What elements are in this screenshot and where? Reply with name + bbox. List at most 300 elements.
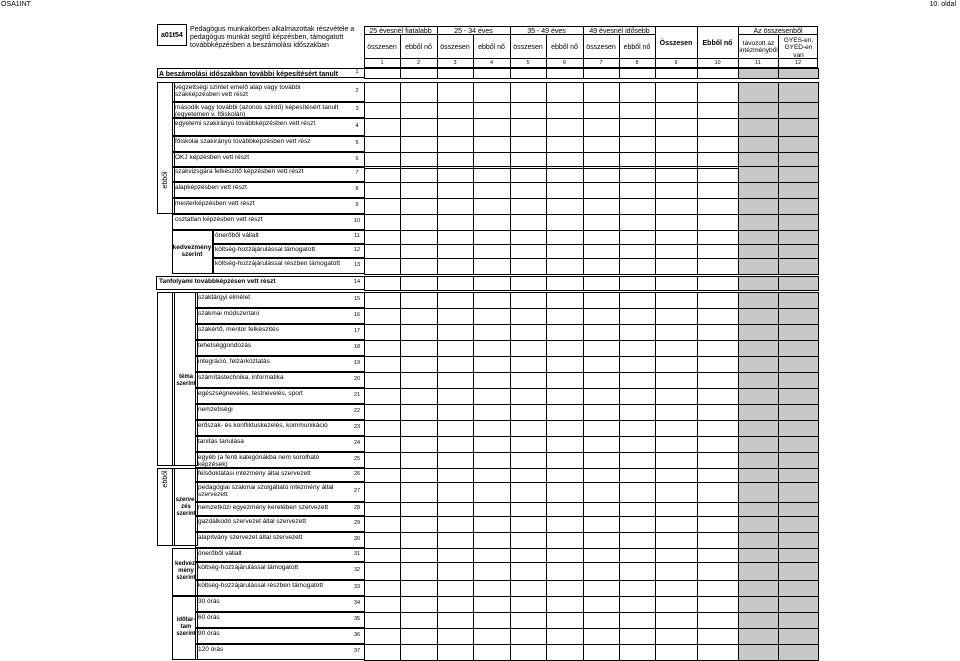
data-cell[interactable] — [546, 372, 584, 389]
data-cell[interactable] — [619, 276, 656, 291]
data-cell[interactable] — [510, 452, 547, 469]
data-cell[interactable] — [583, 182, 620, 199]
data-cell[interactable] — [738, 372, 779, 389]
data-cell[interactable] — [583, 628, 620, 645]
data-cell[interactable] — [619, 118, 656, 137]
data-cell[interactable] — [655, 580, 698, 597]
data-cell[interactable] — [655, 198, 698, 215]
data-cell[interactable] — [364, 502, 401, 517]
data-cell[interactable] — [738, 258, 779, 275]
data-cell[interactable] — [778, 356, 819, 373]
data-cell[interactable] — [697, 482, 739, 503]
data-cell[interactable] — [619, 244, 656, 259]
data-cell[interactable] — [778, 102, 819, 119]
data-cell[interactable] — [473, 356, 511, 373]
data-cell[interactable] — [738, 404, 779, 421]
data-cell[interactable] — [400, 404, 438, 421]
data-cell[interactable] — [697, 118, 739, 137]
data-cell[interactable] — [364, 562, 401, 581]
data-cell[interactable] — [546, 356, 584, 373]
data-cell[interactable] — [738, 182, 779, 199]
data-cell[interactable] — [655, 562, 698, 581]
data-cell[interactable] — [400, 612, 438, 629]
data-cell[interactable] — [697, 230, 739, 245]
data-cell[interactable] — [437, 230, 474, 245]
data-cell[interactable] — [619, 102, 656, 119]
data-cell[interactable] — [778, 214, 819, 231]
data-cell[interactable] — [510, 548, 547, 563]
data-cell[interactable] — [697, 276, 739, 291]
data-cell[interactable] — [437, 118, 474, 137]
data-cell[interactable] — [473, 182, 511, 199]
data-cell[interactable] — [510, 516, 547, 533]
data-cell[interactable] — [738, 214, 779, 231]
data-cell[interactable] — [510, 244, 547, 259]
data-cell[interactable] — [473, 166, 511, 183]
data-cell[interactable] — [510, 276, 547, 291]
data-cell[interactable] — [655, 596, 698, 613]
data-cell[interactable] — [364, 628, 401, 645]
data-cell[interactable] — [546, 166, 584, 183]
data-cell[interactable] — [473, 404, 511, 421]
data-cell[interactable] — [473, 230, 511, 245]
data-cell[interactable] — [546, 198, 584, 215]
data-cell[interactable] — [473, 340, 511, 357]
data-cell[interactable] — [655, 340, 698, 357]
data-cell[interactable] — [510, 628, 547, 645]
data-cell[interactable] — [619, 420, 656, 437]
data-cell[interactable] — [738, 628, 779, 645]
data-cell[interactable] — [437, 580, 474, 597]
data-cell[interactable] — [400, 230, 438, 245]
data-cell[interactable] — [738, 82, 779, 103]
data-cell[interactable] — [510, 580, 547, 597]
data-cell[interactable] — [510, 182, 547, 199]
data-cell[interactable] — [400, 502, 438, 517]
data-cell[interactable] — [697, 244, 739, 259]
data-cell[interactable] — [546, 420, 584, 437]
data-cell[interactable] — [473, 420, 511, 437]
data-cell[interactable] — [619, 292, 656, 309]
data-cell[interactable] — [583, 502, 620, 517]
data-cell[interactable] — [437, 198, 474, 215]
data-cell[interactable] — [697, 548, 739, 563]
data-cell[interactable] — [697, 198, 739, 215]
data-cell[interactable] — [546, 214, 584, 231]
data-cell[interactable] — [437, 292, 474, 309]
data-cell[interactable] — [546, 436, 584, 453]
data-cell[interactable] — [778, 580, 819, 597]
data-cell[interactable] — [778, 388, 819, 405]
data-cell[interactable] — [400, 420, 438, 437]
data-cell[interactable] — [546, 482, 584, 503]
data-cell[interactable] — [510, 102, 547, 119]
data-cell[interactable] — [546, 258, 584, 275]
data-cell[interactable] — [583, 436, 620, 453]
data-cell[interactable] — [583, 198, 620, 215]
data-cell[interactable] — [697, 166, 739, 183]
data-cell[interactable] — [655, 182, 698, 199]
data-cell[interactable] — [400, 644, 438, 661]
data-cell[interactable] — [510, 436, 547, 453]
data-cell[interactable] — [619, 230, 656, 245]
data-cell[interactable] — [738, 276, 779, 291]
data-cell[interactable] — [583, 580, 620, 597]
data-cell[interactable] — [619, 452, 656, 469]
data-cell[interactable] — [510, 258, 547, 275]
data-cell[interactable] — [697, 580, 739, 597]
data-cell[interactable] — [619, 580, 656, 597]
data-cell[interactable] — [473, 214, 511, 231]
data-cell[interactable] — [583, 356, 620, 373]
data-cell[interactable] — [473, 372, 511, 389]
data-cell[interactable] — [437, 502, 474, 517]
data-cell[interactable] — [546, 118, 584, 137]
data-cell[interactable] — [655, 612, 698, 629]
data-cell[interactable] — [437, 166, 474, 183]
data-cell[interactable] — [473, 308, 511, 325]
data-cell[interactable] — [364, 468, 401, 483]
data-cell[interactable] — [437, 356, 474, 373]
data-cell[interactable] — [546, 580, 584, 597]
data-cell[interactable] — [437, 516, 474, 533]
data-cell[interactable] — [583, 214, 620, 231]
data-cell[interactable] — [583, 102, 620, 119]
data-cell[interactable] — [437, 548, 474, 563]
data-cell[interactable] — [697, 214, 739, 231]
data-cell[interactable] — [778, 230, 819, 245]
data-cell[interactable] — [738, 198, 779, 215]
data-cell[interactable] — [364, 482, 401, 503]
data-cell[interactable] — [437, 308, 474, 325]
data-cell[interactable] — [364, 356, 401, 373]
data-cell[interactable] — [510, 562, 547, 581]
data-cell[interactable] — [546, 612, 584, 629]
data-cell[interactable] — [738, 340, 779, 357]
data-cell[interactable] — [364, 532, 401, 549]
data-cell[interactable] — [778, 136, 819, 153]
data-cell[interactable] — [697, 502, 739, 517]
data-cell[interactable] — [364, 388, 401, 405]
data-cell[interactable] — [619, 258, 656, 275]
data-cell[interactable] — [400, 452, 438, 469]
data-cell[interactable] — [655, 118, 698, 137]
data-cell[interactable] — [738, 292, 779, 309]
data-cell[interactable] — [546, 468, 584, 483]
data-cell[interactable] — [364, 182, 401, 199]
data-cell[interactable] — [778, 452, 819, 469]
data-cell[interactable] — [778, 548, 819, 563]
data-cell[interactable] — [655, 292, 698, 309]
data-cell[interactable] — [364, 612, 401, 629]
data-cell[interactable] — [473, 292, 511, 309]
data-cell[interactable] — [697, 324, 739, 341]
data-cell[interactable] — [655, 356, 698, 373]
data-cell[interactable] — [546, 292, 584, 309]
data-cell[interactable] — [619, 356, 656, 373]
data-cell[interactable] — [778, 482, 819, 503]
data-cell[interactable] — [546, 182, 584, 199]
data-cell[interactable] — [400, 482, 438, 503]
data-cell[interactable] — [655, 436, 698, 453]
data-cell[interactable] — [619, 324, 656, 341]
data-cell[interactable] — [400, 258, 438, 275]
data-cell[interactable] — [655, 452, 698, 469]
data-cell[interactable] — [510, 404, 547, 421]
data-cell[interactable] — [437, 68, 474, 79]
data-cell[interactable] — [546, 562, 584, 581]
data-cell[interactable] — [738, 356, 779, 373]
data-cell[interactable] — [583, 404, 620, 421]
data-cell[interactable] — [583, 562, 620, 581]
data-cell[interactable] — [619, 166, 656, 183]
data-cell[interactable] — [778, 612, 819, 629]
data-cell[interactable] — [738, 516, 779, 533]
data-cell[interactable] — [778, 292, 819, 309]
data-cell[interactable] — [546, 308, 584, 325]
data-cell[interactable] — [655, 258, 698, 275]
data-cell[interactable] — [546, 502, 584, 517]
data-cell[interactable] — [778, 532, 819, 549]
data-cell[interactable] — [510, 372, 547, 389]
data-cell[interactable] — [546, 452, 584, 469]
data-cell[interactable] — [697, 532, 739, 549]
data-cell[interactable] — [697, 136, 739, 153]
data-cell[interactable] — [546, 136, 584, 153]
data-cell[interactable] — [437, 404, 474, 421]
data-cell[interactable] — [619, 436, 656, 453]
data-cell[interactable] — [583, 118, 620, 137]
data-cell[interactable] — [364, 118, 401, 137]
data-cell[interactable] — [400, 308, 438, 325]
data-cell[interactable] — [655, 468, 698, 483]
data-cell[interactable] — [738, 596, 779, 613]
data-cell[interactable] — [778, 372, 819, 389]
data-cell[interactable] — [738, 136, 779, 153]
data-cell[interactable] — [510, 308, 547, 325]
data-cell[interactable] — [619, 562, 656, 581]
data-cell[interactable] — [437, 136, 474, 153]
data-cell[interactable] — [510, 468, 547, 483]
data-cell[interactable] — [655, 102, 698, 119]
data-cell[interactable] — [655, 68, 698, 79]
data-cell[interactable] — [583, 516, 620, 533]
data-cell[interactable] — [738, 118, 779, 137]
data-cell[interactable] — [583, 452, 620, 469]
data-cell[interactable] — [510, 136, 547, 153]
data-cell[interactable] — [697, 372, 739, 389]
data-cell[interactable] — [400, 292, 438, 309]
data-cell[interactable] — [400, 580, 438, 597]
data-cell[interactable] — [583, 82, 620, 103]
data-cell[interactable] — [738, 436, 779, 453]
data-cell[interactable] — [510, 482, 547, 503]
data-cell[interactable] — [697, 340, 739, 357]
data-cell[interactable] — [583, 482, 620, 503]
data-cell[interactable] — [655, 628, 698, 645]
data-cell[interactable] — [655, 308, 698, 325]
data-cell[interactable] — [364, 276, 401, 291]
data-cell[interactable] — [546, 82, 584, 103]
data-cell[interactable] — [655, 214, 698, 231]
data-cell[interactable] — [473, 516, 511, 533]
data-cell[interactable] — [619, 372, 656, 389]
data-cell[interactable] — [364, 404, 401, 421]
data-cell[interactable] — [655, 404, 698, 421]
data-cell[interactable] — [546, 324, 584, 341]
data-cell[interactable] — [546, 532, 584, 549]
data-cell[interactable] — [697, 596, 739, 613]
data-cell[interactable] — [473, 548, 511, 563]
data-cell[interactable] — [778, 644, 819, 661]
data-cell[interactable] — [437, 182, 474, 199]
data-cell[interactable] — [473, 436, 511, 453]
data-cell[interactable] — [738, 562, 779, 581]
data-cell[interactable] — [697, 182, 739, 199]
data-cell[interactable] — [655, 82, 698, 103]
data-cell[interactable] — [364, 580, 401, 597]
data-cell[interactable] — [437, 372, 474, 389]
data-cell[interactable] — [510, 356, 547, 373]
data-cell[interactable] — [473, 580, 511, 597]
data-cell[interactable] — [400, 372, 438, 389]
data-cell[interactable] — [738, 308, 779, 325]
data-cell[interactable] — [400, 102, 438, 119]
data-cell[interactable] — [437, 102, 474, 119]
data-cell[interactable] — [738, 548, 779, 563]
data-cell[interactable] — [583, 340, 620, 357]
data-cell[interactable] — [437, 82, 474, 103]
data-cell[interactable] — [697, 356, 739, 373]
data-cell[interactable] — [437, 340, 474, 357]
data-cell[interactable] — [546, 548, 584, 563]
data-cell[interactable] — [619, 628, 656, 645]
data-cell[interactable] — [583, 136, 620, 153]
data-cell[interactable] — [546, 68, 584, 79]
data-cell[interactable] — [697, 644, 739, 661]
data-cell[interactable] — [364, 292, 401, 309]
data-cell[interactable] — [400, 276, 438, 291]
data-cell[interactable] — [697, 516, 739, 533]
data-cell[interactable] — [510, 388, 547, 405]
data-cell[interactable] — [583, 324, 620, 341]
data-cell[interactable] — [510, 292, 547, 309]
data-cell[interactable] — [655, 482, 698, 503]
data-cell[interactable] — [473, 102, 511, 119]
data-cell[interactable] — [546, 230, 584, 245]
data-cell[interactable] — [738, 580, 779, 597]
data-cell[interactable] — [510, 532, 547, 549]
data-cell[interactable] — [655, 548, 698, 563]
data-cell[interactable] — [473, 118, 511, 137]
data-cell[interactable] — [697, 452, 739, 469]
data-cell[interactable] — [655, 388, 698, 405]
data-cell[interactable] — [697, 388, 739, 405]
data-cell[interactable] — [697, 562, 739, 581]
data-cell[interactable] — [778, 420, 819, 437]
data-cell[interactable] — [546, 276, 584, 291]
data-cell[interactable] — [473, 324, 511, 341]
data-cell[interactable] — [655, 276, 698, 291]
data-cell[interactable] — [697, 258, 739, 275]
data-cell[interactable] — [778, 502, 819, 517]
data-cell[interactable] — [400, 166, 438, 183]
data-cell[interactable] — [437, 532, 474, 549]
data-cell[interactable] — [364, 452, 401, 469]
data-cell[interactable] — [583, 276, 620, 291]
data-cell[interactable] — [778, 182, 819, 199]
data-cell[interactable] — [697, 308, 739, 325]
data-cell[interactable] — [619, 532, 656, 549]
data-cell[interactable] — [655, 230, 698, 245]
data-cell[interactable] — [473, 258, 511, 275]
data-cell[interactable] — [655, 372, 698, 389]
data-cell[interactable] — [364, 324, 401, 341]
data-cell[interactable] — [400, 516, 438, 533]
data-cell[interactable] — [473, 612, 511, 629]
data-cell[interactable] — [778, 118, 819, 137]
data-cell[interactable] — [400, 388, 438, 405]
data-cell[interactable] — [619, 136, 656, 153]
data-cell[interactable] — [738, 244, 779, 259]
data-cell[interactable] — [364, 230, 401, 245]
data-cell[interactable] — [473, 644, 511, 661]
data-cell[interactable] — [437, 628, 474, 645]
data-cell[interactable] — [546, 628, 584, 645]
data-cell[interactable] — [778, 468, 819, 483]
data-cell[interactable] — [697, 468, 739, 483]
data-cell[interactable] — [364, 308, 401, 325]
data-cell[interactable] — [364, 82, 401, 103]
data-cell[interactable] — [738, 68, 779, 79]
data-cell[interactable] — [364, 372, 401, 389]
data-cell[interactable] — [738, 452, 779, 469]
data-cell[interactable] — [655, 166, 698, 183]
data-cell[interactable] — [619, 340, 656, 357]
data-cell[interactable] — [778, 436, 819, 453]
data-cell[interactable] — [510, 502, 547, 517]
data-cell[interactable] — [400, 82, 438, 103]
data-cell[interactable] — [583, 596, 620, 613]
data-cell[interactable] — [473, 628, 511, 645]
data-cell[interactable] — [437, 468, 474, 483]
data-cell[interactable] — [364, 244, 401, 259]
data-cell[interactable] — [437, 388, 474, 405]
data-cell[interactable] — [619, 644, 656, 661]
data-cell[interactable] — [400, 548, 438, 563]
data-cell[interactable] — [697, 628, 739, 645]
data-cell[interactable] — [697, 68, 739, 79]
data-cell[interactable] — [546, 340, 584, 357]
data-cell[interactable] — [400, 136, 438, 153]
data-cell[interactable] — [778, 276, 819, 291]
data-cell[interactable] — [400, 532, 438, 549]
data-cell[interactable] — [738, 468, 779, 483]
data-cell[interactable] — [364, 102, 401, 119]
data-cell[interactable] — [619, 612, 656, 629]
data-cell[interactable] — [400, 214, 438, 231]
data-cell[interactable] — [510, 420, 547, 437]
data-cell[interactable] — [364, 136, 401, 153]
data-cell[interactable] — [473, 276, 511, 291]
data-cell[interactable] — [364, 198, 401, 215]
data-cell[interactable] — [619, 482, 656, 503]
data-cell[interactable] — [778, 198, 819, 215]
data-cell[interactable] — [619, 468, 656, 483]
data-cell[interactable] — [778, 596, 819, 613]
data-cell[interactable] — [364, 516, 401, 533]
data-cell[interactable] — [619, 516, 656, 533]
